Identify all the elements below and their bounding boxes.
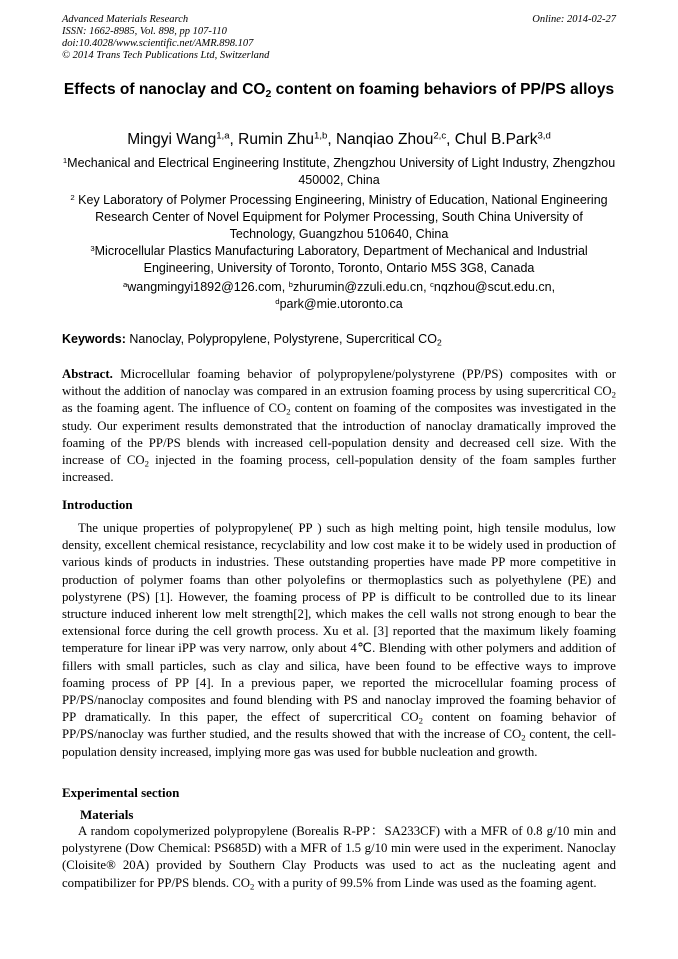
title-text-2: content on foaming behaviors of PP/PS alloys bbox=[271, 81, 615, 98]
author-separator: , bbox=[229, 131, 239, 148]
subscript: 2 bbox=[144, 458, 149, 469]
affiliation-text: Mechanical and Electrical Engineering Institute, Zhengzhou University of Light Industry, Zhengzhou 450002, China bbox=[67, 156, 616, 187]
keywords-text: Nanoclay, Polypropylene, Polystyrene, Supercritical CO bbox=[125, 332, 437, 346]
affiliation-number: 2 bbox=[70, 192, 75, 202]
journal-copyright: © 2014 Trans Tech Publications Ltd, Switzerland bbox=[62, 50, 270, 61]
author-name: Rumin Zhu bbox=[238, 131, 314, 148]
author-affiliation-mark: 1,b bbox=[313, 130, 328, 142]
abstract-text: Microcellular foaming behavior of polypropylene/polystyrene (PP/PS) composites with or without the addition of nanoclay was compared in an extrusion foaming process by using supercritical CO bbox=[62, 367, 616, 399]
abstract bbox=[62, 366, 616, 486]
materials-paragraph bbox=[62, 823, 616, 892]
author-name: Chul B.Park bbox=[454, 131, 538, 148]
affiliation-text: Microcellular Plastics Manufacturing Laboratory, Department of Mechanical and Industrial Engineering, University of Toronto, Toronto, Ontario M5S 3G8, Canada bbox=[94, 244, 588, 275]
abstract-text: content on foaming of the composites was investigated in the study. Our experiment results demonstrated that the introduction of nanoclay dramatically improved the foaming of the PP/PS blends with increased cell-population density and decreased cell size. With the increase of CO bbox=[62, 401, 616, 468]
author-affiliation-mark: 1,a bbox=[216, 130, 230, 142]
email-link[interactable]: wangmingyi1892@126.com bbox=[127, 280, 282, 294]
email-mark: d bbox=[275, 296, 280, 306]
materials-heading: Materials bbox=[80, 807, 134, 822]
subscript: 2 bbox=[418, 715, 423, 726]
affiliation-3 bbox=[62, 243, 616, 277]
author-name: Mingyi Wang bbox=[127, 131, 217, 148]
email-link[interactable]: zhurumin@zzuli.edu.cn bbox=[292, 280, 424, 294]
paragraph-text: content, the cell-population density increased, implying more gas was used for bubble nucleation and growth. bbox=[62, 727, 616, 759]
email-mark: c bbox=[430, 279, 434, 289]
abstract-text: injected in the foaming process, cell-population density of the foam samples further increased. bbox=[62, 453, 616, 485]
subscript: 2 bbox=[611, 389, 616, 400]
online-date: Online: 2014-02-27 bbox=[532, 14, 616, 25]
keywords-subscript: 2 bbox=[436, 337, 442, 348]
paper-title bbox=[62, 80, 616, 100]
affiliation-number: 1 bbox=[62, 155, 68, 165]
abstract-label: Abstract. bbox=[62, 367, 113, 381]
journal-header bbox=[62, 14, 616, 62]
affiliation-1 bbox=[62, 155, 616, 189]
author-emails: $^a$wangmingyi1892@126.com, $^b$zhurumin@zzuli.edu.cn, $^c$nqzhou@scut.edu.cn, $^d$park@mie.utoronto.ca bbox=[122, 279, 556, 311]
paragraph-text: with a purity of 99.5% from Linde was used as the foaming agent. bbox=[254, 875, 597, 890]
title-subscript: 2 bbox=[265, 88, 272, 101]
email-mark: b bbox=[288, 279, 293, 289]
subscript: 2 bbox=[286, 407, 291, 418]
author-list bbox=[62, 130, 616, 150]
author-name: Nanqiao Zhou bbox=[335, 131, 434, 148]
paragraph-text: A random copolymerized polypropylene (Borealis R-PP：SA233CF) with a MFR of 0.8 g/10 min and polystyrene (Dow Chemical: PS685D) with a MFR of 1.5 g/10 min were used in the experiment. Nanoclay (Cloisite® 20A) provided by Southern Clay Products was used to act as the nucleating agent and compatibilizer for PP/PS blends. CO bbox=[62, 824, 616, 890]
affiliation-text: Key Laboratory of Polymer Processing Engineering, Ministry of Education, National Engineering Research Center of Novel Equipment for Polymer Processing, South China University of Technology, Guangzhou 510640, China bbox=[74, 193, 608, 241]
email-mark: a bbox=[122, 279, 128, 289]
experimental-heading: Experimental section bbox=[62, 785, 180, 800]
paragraph-text: content on foaming behavior of PP/PS/nanoclay was further studied, and the results showed that with the increase of CO bbox=[62, 710, 616, 742]
affiliation-number: 3 bbox=[90, 243, 95, 253]
introduction-heading: Introduction bbox=[62, 497, 133, 512]
journal-doi: doi:10.4028/www.scientific.net/AMR.898.107 bbox=[62, 38, 254, 49]
keywords-label: Keywords: bbox=[62, 332, 126, 346]
email-link[interactable]: park@mie.utoronto.ca bbox=[279, 297, 403, 311]
introduction-paragraph bbox=[62, 520, 616, 761]
author-separator: , bbox=[446, 131, 455, 148]
title-text-1: Effects of nanoclay and CO bbox=[63, 81, 266, 98]
journal-issn: ISSN: 1662-8985, Vol. 898, pp 107-110 bbox=[62, 26, 227, 37]
keywords bbox=[62, 331, 622, 347]
journal-name: Advanced Materials Research bbox=[62, 14, 189, 25]
abstract-text: as the foaming agent. The influence of CO bbox=[62, 401, 287, 416]
affiliation-2 bbox=[62, 192, 616, 243]
author-affiliation-mark: 3,d bbox=[537, 130, 551, 142]
email-link[interactable]: nqzhou@scut.edu.cn bbox=[433, 280, 552, 294]
subscript: 2 bbox=[250, 881, 255, 892]
author-affiliation-mark: 2,c bbox=[433, 130, 447, 142]
author-separator: , bbox=[327, 131, 336, 148]
paragraph-text: The unique properties of polypropylene( PP ) such as high melting point, high tensile modulus, low density, excellent chemical resistance, recyclability and low cost make it to be widely used in production of various kinds of products in industries. These outstanding properties have made PP more competitive in production of polymer foams than other polyolefins or thermoplastics such as polyethylene (PE) and polystyrene (PS) [1]. However, the foaming process of PP is difficult to be controlled due to its linear structure induced inherent low melt strength[2], which makes the cell walls not strong enough to bear the extensional force during the cell growth process. Xu et al. [3] reported that the maximum likely foaming temperature for linear iPP was very narrow, only about 4℃. Blending with other polymers and addition of fillers with small particles, such as clay and silica, have been found to be effective ways to improve foaming process of PP [4]. In a previous paper, we reported the microcellular foaming process of PP/PS/nanoclay composites and found blending with PS and nanoclay improved the foaming behavior of PP dramatically. In this paper, the effect of supercritical CO bbox=[62, 521, 616, 725]
subscript: 2 bbox=[521, 733, 526, 744]
